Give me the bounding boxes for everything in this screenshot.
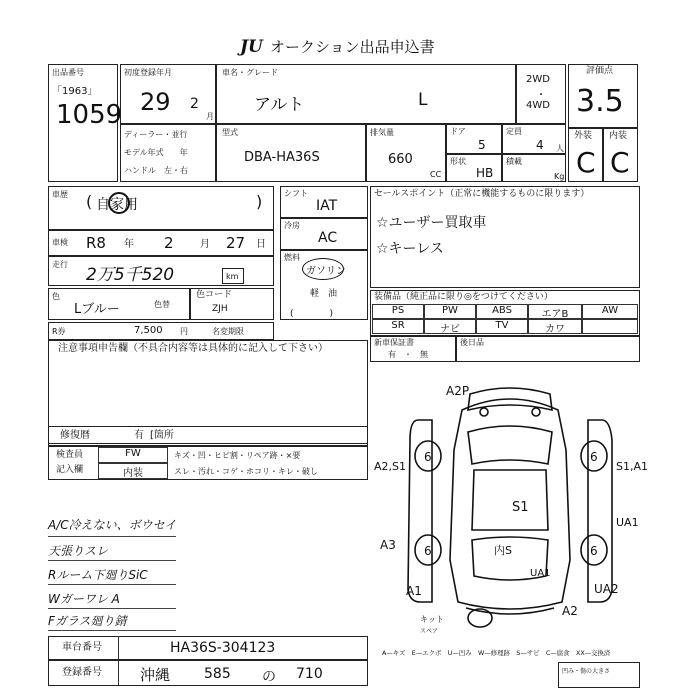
mileage-label: 走行	[52, 260, 68, 269]
equip-item: カワ	[528, 319, 582, 334]
spare-sub: スペア	[420, 628, 439, 635]
shift-label: シフト	[284, 189, 308, 198]
lot-sub: 「1963」	[52, 86, 98, 97]
check-label: 検査員	[56, 450, 84, 460]
equip-item	[582, 319, 638, 334]
warranty-sub: 後日品	[460, 338, 484, 347]
seats-label: 定員	[506, 127, 522, 136]
equip-item: TV	[476, 319, 528, 334]
sales-label: セールスポイント（正常に機能するものに限ります）	[374, 189, 590, 199]
repair-label: 修復暦	[60, 430, 90, 441]
check-fw: FW	[98, 447, 168, 463]
shift-value: IAT	[316, 198, 338, 214]
history-circle	[108, 192, 130, 214]
int-value: C	[610, 146, 630, 179]
mileage-value: 2万5千520	[86, 265, 175, 285]
history-value: 自家用	[96, 197, 138, 213]
ju-logo: JU	[240, 37, 263, 57]
fuel-paren: ( )	[290, 309, 334, 319]
plate-num: 710	[296, 666, 323, 682]
seats-unit: 人	[556, 144, 564, 153]
note-line: A/C冷えない、ボウセイ	[48, 518, 177, 532]
note-rule	[48, 584, 176, 585]
damage-mark: UA1	[616, 516, 639, 529]
recycle-label: R券	[52, 327, 66, 336]
disp-label: 排気量	[370, 128, 394, 137]
name-label: 車名・グレード	[222, 68, 278, 77]
plate-label: 登録番号	[62, 667, 102, 678]
seats-value: 4	[536, 138, 544, 152]
damage-mark: 内S	[494, 544, 512, 557]
note-rule	[48, 560, 176, 561]
note-rule	[48, 608, 176, 609]
reg-month-unit: 月	[206, 112, 214, 121]
color-value: Lブルー	[74, 302, 120, 317]
damage-mark: A3	[380, 538, 396, 552]
diagram-legend: A—キズ E—エクボ U—凹み W—修理跡 S—サビ C—腐食 XX—交換済	[382, 649, 611, 657]
damage-mark: UA2	[594, 582, 619, 596]
equip-item: ABS	[476, 304, 528, 319]
damage-mark: S1,A1	[616, 460, 649, 473]
equip-item: AW	[582, 304, 638, 319]
right-side-view	[588, 420, 612, 602]
equip-item: ナビ	[424, 319, 476, 334]
repair-bracket: [箇所	[150, 430, 174, 441]
note-line: Fガラス廻り錆	[48, 614, 127, 628]
check-int-items: スレ・汚れ・コゲ・ホコリ・キレ・破し	[174, 467, 318, 476]
check-fw-items: キズ・凹・ヒビ割・リペア跡・×要	[174, 451, 301, 460]
doors-label: ドア	[450, 127, 466, 136]
plate-region: 沖縄	[140, 666, 171, 684]
tire-depth: 6	[424, 544, 432, 558]
spare-label: キット	[420, 615, 444, 624]
damage-mark: A1	[406, 584, 422, 598]
shape-value: HB	[476, 166, 494, 180]
caution-label: 注意事項申告欄（不具合内容等は具体的に記入して下さい）	[58, 343, 328, 354]
fuel-diesel: 軽 油	[310, 289, 338, 299]
history-label: 車歴	[52, 190, 68, 199]
doors-value: 5	[478, 138, 486, 152]
lot-number: 1059	[56, 100, 123, 130]
ac-value: AC	[318, 230, 338, 246]
inspection-day: 27	[226, 234, 246, 252]
plate-class: 585	[204, 666, 231, 682]
windshield	[468, 426, 552, 464]
dealer-l2: モデル年式 年	[124, 148, 188, 157]
ext-value: C	[576, 146, 596, 179]
note-line: Wガーワレ A	[48, 592, 120, 606]
reg-month: 2	[190, 96, 199, 112]
repair-value: 有	[134, 430, 144, 441]
ext-label: 外装	[574, 131, 593, 141]
color-code: ZJH	[212, 304, 228, 314]
lamp-right	[532, 408, 540, 416]
repair-box	[48, 426, 368, 446]
dealer-l3: ハンドル 左・右	[124, 166, 188, 175]
shape-label: 形状	[450, 157, 466, 166]
lot-label: 出品番号	[52, 68, 84, 77]
check-label-2: 記入欄	[56, 465, 84, 475]
inspection-year-unit: 年	[124, 239, 134, 250]
damage-mark: S1	[512, 500, 529, 515]
fuel-circle	[302, 258, 344, 280]
car-body-outline	[450, 399, 570, 609]
score-value: 3.5	[576, 84, 624, 119]
disp-value: 660	[388, 152, 413, 167]
check-int: 内装	[98, 463, 168, 479]
load-label: 積載	[506, 157, 522, 166]
inspection-era: R8	[86, 234, 106, 252]
damage-mark: A2P	[446, 384, 470, 398]
disp-unit: CC	[430, 170, 442, 179]
fuel-label: 燃料	[284, 253, 300, 262]
note-line: Rルーム下廻りSiC	[48, 568, 148, 582]
load-unit: Kg	[554, 172, 565, 181]
chassis-value: HA36S-304123	[170, 640, 276, 656]
note-rule	[48, 536, 176, 537]
roof	[472, 470, 548, 530]
damage-mark: A2	[562, 604, 578, 618]
inspection-month: 2	[164, 234, 174, 252]
type-value: DBA-HA36S	[244, 150, 320, 165]
chassis-label: 車台番号	[62, 642, 102, 653]
car-grade: L	[418, 90, 428, 110]
sales-point-2: ☆キーレス	[376, 241, 444, 257]
drive-4wd: 4WD	[526, 100, 550, 111]
sales-point-1: ☆ユーザー買取車	[376, 215, 487, 231]
note-rule	[48, 630, 176, 631]
color-label: 色	[52, 292, 60, 301]
inspection-day-unit: 日	[256, 239, 266, 250]
dealer-l1: ディーラー・並行	[124, 130, 188, 139]
warranty-label: 新車保証書	[374, 338, 414, 347]
plate-kana: の	[262, 669, 276, 685]
sales-box	[370, 186, 640, 288]
ac-label: 冷房	[284, 221, 300, 230]
equip-label: 装備品（純正品に限り◎をつけてください）	[374, 292, 553, 302]
left-side-view	[408, 420, 432, 602]
damage-mark: A2,S1	[374, 460, 407, 473]
score-label: 評価点	[586, 66, 614, 76]
history-paren-l: (	[86, 192, 93, 211]
header	[240, 36, 435, 57]
history-box	[48, 186, 274, 230]
drive-dot: ・	[536, 90, 546, 101]
mileage-unit: km	[226, 272, 239, 281]
reg-year: 29	[140, 88, 171, 116]
tire-depth: 6	[590, 544, 598, 558]
recycle-value: 7,500	[134, 325, 163, 336]
form-title: オークション出品申込書	[269, 38, 435, 56]
int-label: 内装	[609, 131, 628, 141]
reg-label: 初度登録年月	[124, 68, 172, 77]
type-label: 型式	[222, 128, 238, 137]
equip-item: PS	[372, 304, 424, 319]
warranty-opts: 有 ・ 無	[388, 350, 428, 359]
lamp-left	[480, 408, 488, 416]
fuel-gas: ガソリン	[306, 266, 346, 277]
car-model: アルト	[254, 95, 305, 115]
equip-item: SR	[372, 319, 424, 334]
history-paren-r: )	[256, 192, 263, 211]
inspection-month-unit: 月	[200, 239, 210, 250]
inspection-label: 車検	[52, 238, 68, 247]
tire-depth: 6	[424, 450, 432, 464]
diagram-legend-2: 凹み・傷の大きさ	[562, 668, 611, 675]
color-change-label: 色替	[154, 300, 170, 309]
drive-2wd: 2WD	[526, 74, 550, 85]
damage-mark: UA1	[530, 568, 551, 579]
recycle-unit: 円	[180, 327, 188, 336]
equip-item: エアB	[528, 304, 582, 319]
tire-depth: 6	[590, 450, 598, 464]
equip-item: PW	[424, 304, 476, 319]
car-damage-diagram	[380, 380, 640, 642]
color-code-label: 色コード	[196, 290, 233, 300]
note-line: 天張りスレ	[48, 544, 109, 558]
recycle-transfer: 名変期限	[212, 327, 244, 336]
